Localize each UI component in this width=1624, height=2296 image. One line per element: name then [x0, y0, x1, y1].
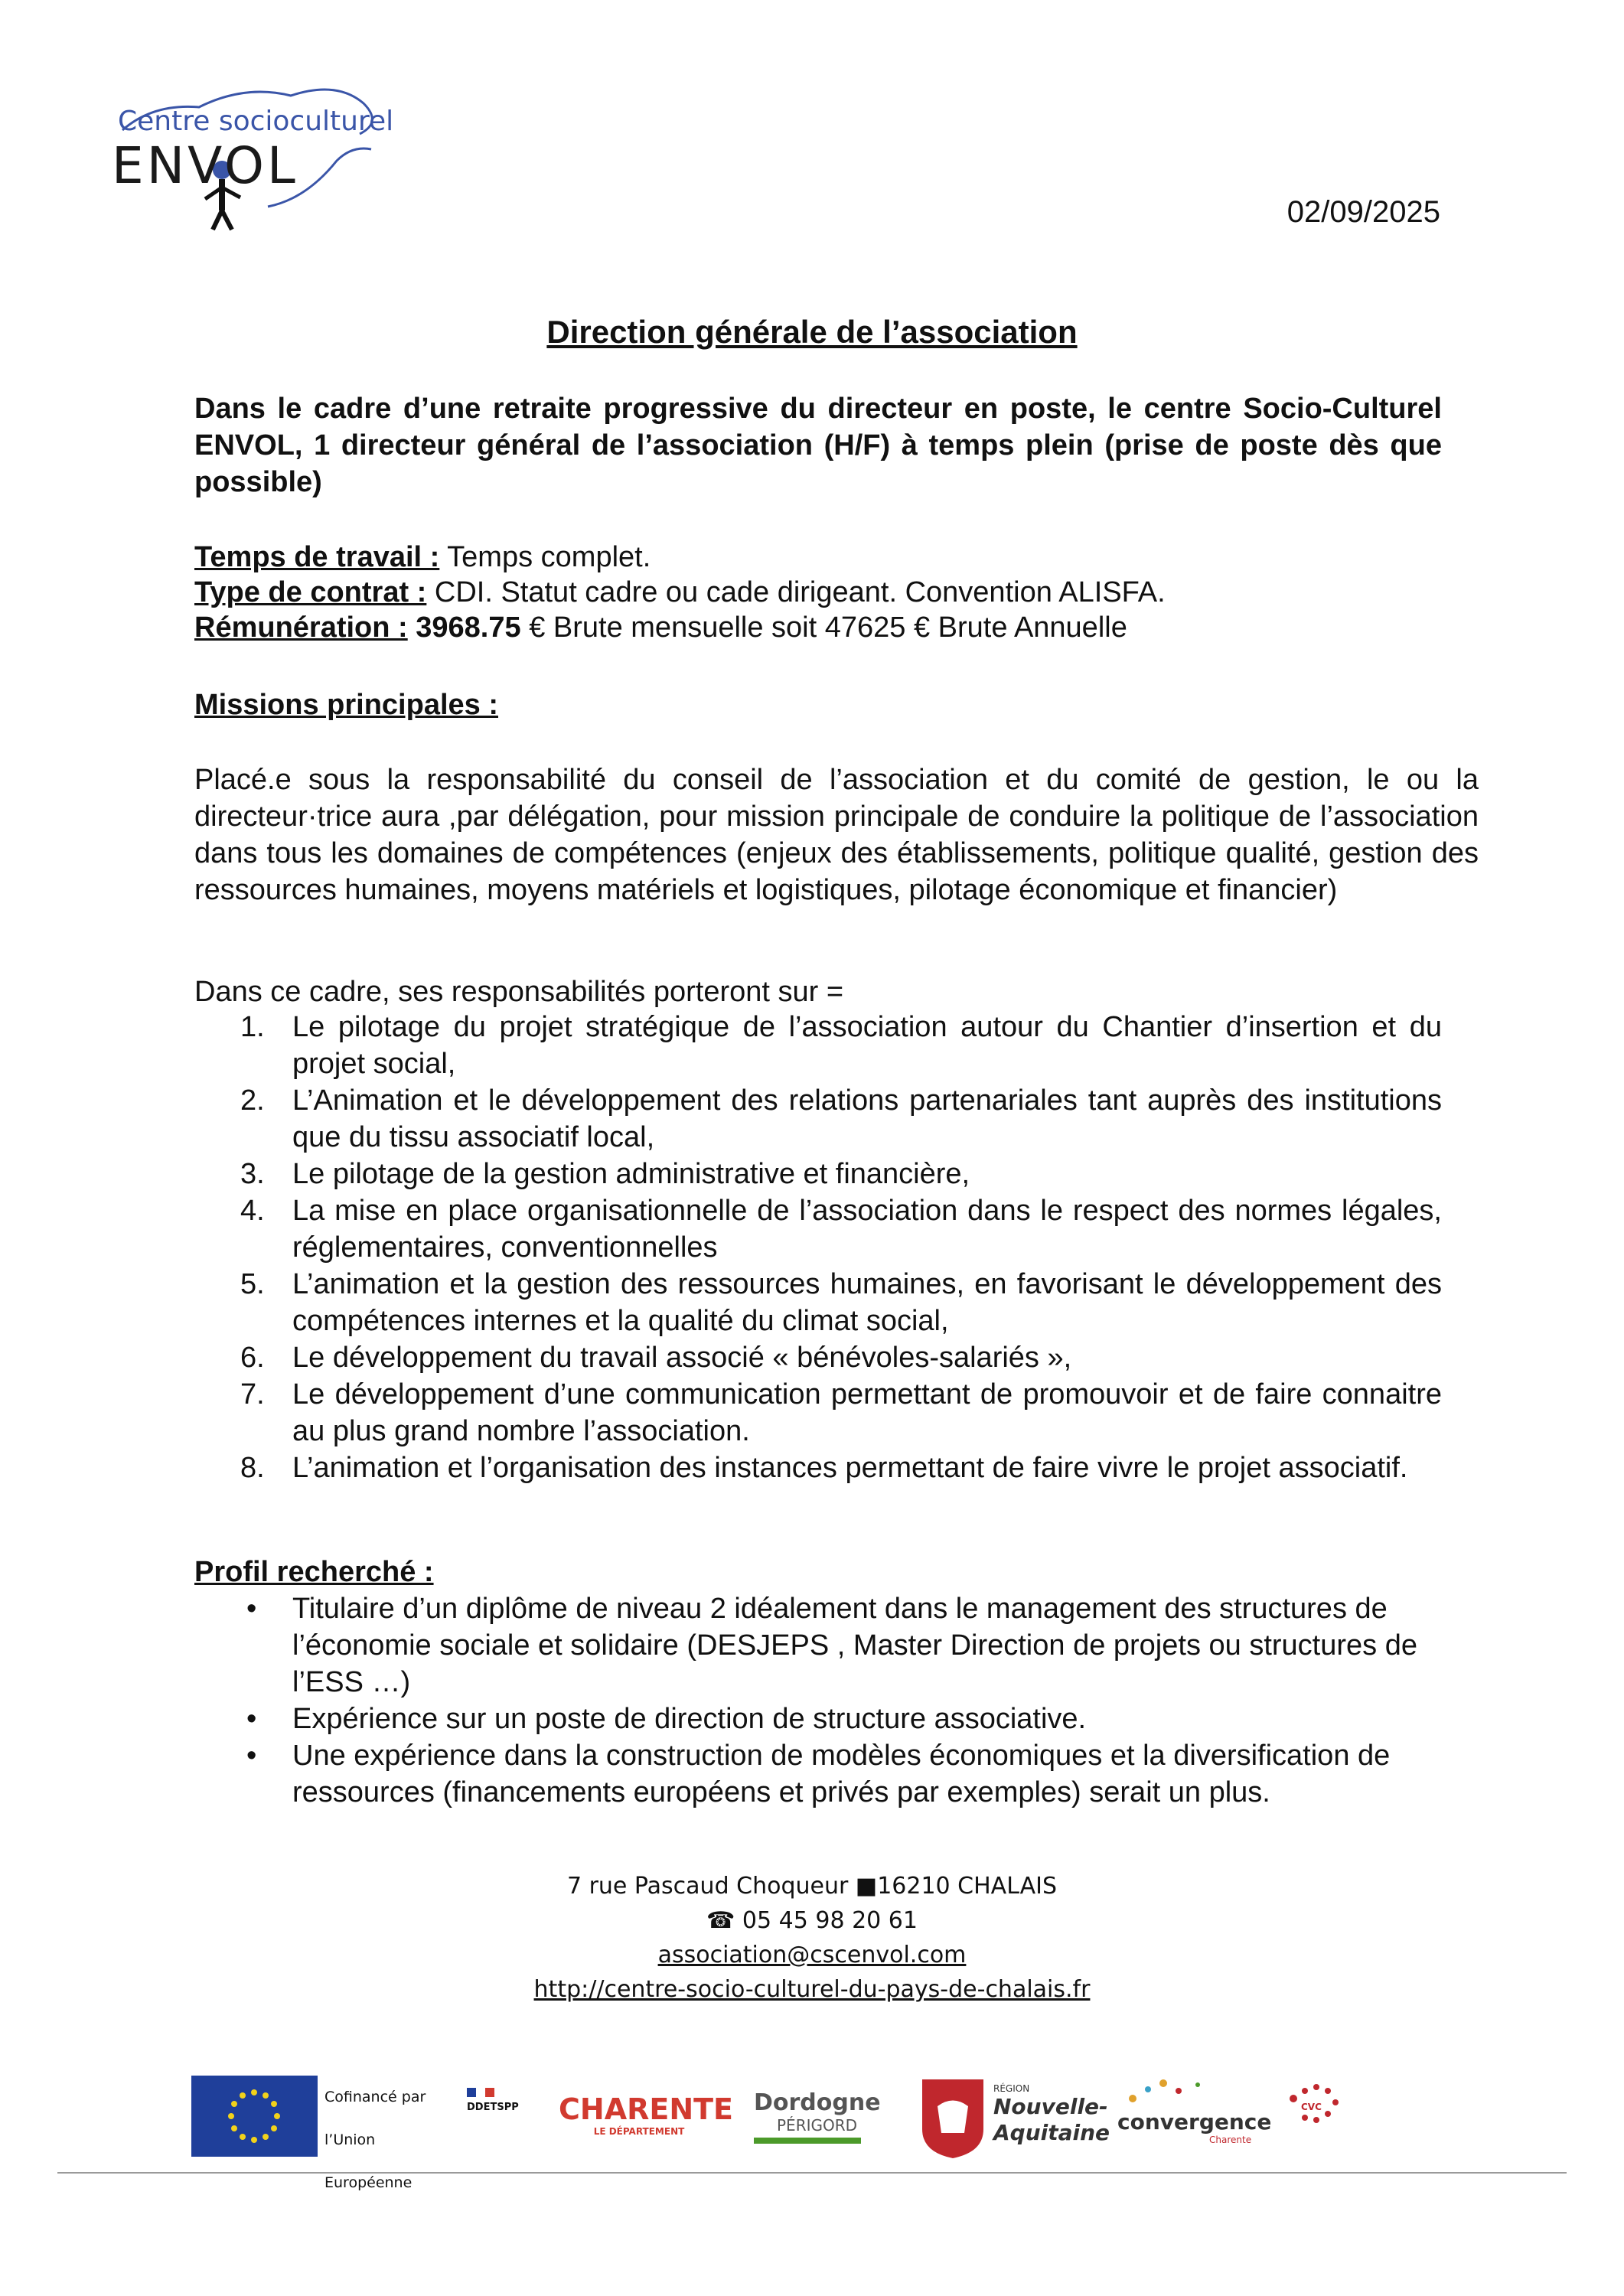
bullet-icon: •: [246, 1740, 257, 1772]
pay-label: Rémunération :: [194, 612, 408, 644]
list-number: 3.: [240, 1158, 265, 1190]
region-shield-icon: [918, 2076, 987, 2160]
list-item-text: L’animation et l’organisation des instances permettant de faire vivre le projet associatif.: [292, 1452, 1408, 1484]
contract-row: [194, 575, 1442, 610]
envol-logo: [107, 77, 394, 237]
contact-footer: [0, 1869, 1624, 2007]
contract-value: CDI. Statut cadre ou cade dirigeant. Convention ALISFA.: [434, 576, 1166, 608]
email-link[interactable]: association@cscenvol.com: [657, 1942, 967, 1968]
list-number: 6.: [240, 1342, 265, 1374]
na-line2: Aquitaine: [993, 2120, 1110, 2145]
list-item-text: Le développement du travail associé « bénévoles-salariés »,: [292, 1342, 1072, 1374]
logo-subtitle: Centre socioculturel: [118, 106, 394, 137]
eu-label: [324, 2076, 462, 2191]
list-item: [194, 1701, 1442, 1737]
perigord-label: PÉRIGORD: [777, 2116, 858, 2135]
list-item: [194, 1082, 1442, 1156]
convergence-logo: [1117, 2076, 1270, 2160]
logo-name: ENVOL: [112, 136, 298, 195]
list-item: [194, 1450, 1442, 1486]
list-item-text: Expérience sur un poste de direction de structure associative.: [292, 1703, 1087, 1735]
list-item-text: Le pilotage de la gestion administrative et financière,: [292, 1158, 970, 1190]
missions-paragraph: Placé.e sous la responsabilité du conseil de l’association et du comité de gestion, le ou la directeur·trice aura ,par délégation, pour mission principale de conduire la politique de l’association dans tous les domaines de compétences (enjeux des établissements, politique qualité, gestion des ressources humaines, moyens matériels et logistiques, pilotage économique et financier): [194, 764, 1479, 906]
list-item-text: Le pilotage du projet stratégique de l’association autour du Chantier d’insertion et du projet social,: [292, 1011, 1442, 1080]
convergence-label: convergence: [1117, 2109, 1272, 2135]
list-item-text: L’animation et la gestion des ressources humaines, en favorisant le développement des compétences internes et la qualité du climat social,: [292, 1268, 1442, 1337]
missions-heading: Missions principales :: [194, 689, 498, 721]
profile-heading: Profil recherché :: [194, 1556, 434, 1588]
list-item: [194, 1376, 1442, 1450]
convergence-sub: Charente: [1209, 2135, 1252, 2145]
list-item-text: L’Animation et le développement des relations partenariales tant auprès des institutions que du tissu associatif local,: [292, 1084, 1442, 1153]
list-item-text: La mise en place organisationnelle de l’association dans le respect des normes légales, réglementaires, conventionnelles: [292, 1195, 1442, 1264]
work-time-label: Temps de travail :: [194, 541, 440, 573]
bullet-icon: •: [246, 1593, 257, 1625]
eu-label-line2: l’Union Européenne: [324, 2131, 413, 2191]
charente-logo: [559, 2076, 742, 2160]
page-title: Direction générale de l’association: [546, 314, 1078, 350]
bullet-icon: •: [246, 1703, 257, 1735]
list-item: [194, 1737, 1442, 1811]
na-line1: Nouvelle-: [993, 2094, 1108, 2119]
list-item-text: Le développement d’une communication permettant de promouvoir et de faire connaitre au plus grand nombre l’association.: [292, 1378, 1442, 1447]
list-number: 7.: [240, 1378, 265, 1411]
list-item-text: Une expérience dans la construction de modèles économiques et la diversification de ressources (financements européens et privés par exemples) serait un plus.: [292, 1740, 1391, 1808]
list-item: [194, 1590, 1442, 1701]
document-date: 02/09/2025: [1286, 195, 1440, 229]
cvc-label: CVC: [1301, 2102, 1322, 2112]
footer-divider: [57, 2172, 1567, 2174]
list-item: [194, 1009, 1442, 1082]
work-time-value: Temps complet.: [447, 541, 651, 573]
list-item: [194, 1339, 1442, 1376]
phone: ☎ 05 45 98 20 61: [706, 1907, 918, 1934]
pay-amount: 3968.75: [416, 612, 521, 644]
website-link[interactable]: http://centre-socio-culturel-du-pays-de-chalais.fr: [533, 1976, 1091, 2003]
list-item: [194, 1266, 1442, 1339]
list-number: 5.: [240, 1268, 265, 1300]
pay-row: [194, 610, 1442, 645]
list-number: 1.: [240, 1011, 265, 1043]
responsibilities-list: [194, 1009, 1442, 1486]
list-number: 2.: [240, 1084, 265, 1117]
intro-paragraph: Dans le cadre d’une retraite progressive du directeur en poste, le centre Socio-Culturel ENVOL, 1 directeur général de l’association (H/F) à temps plein (prise de poste dès que possible): [194, 393, 1442, 498]
dordogne-logo: [754, 2076, 915, 2160]
list-item: [194, 1192, 1442, 1266]
work-time-row: [194, 540, 1442, 575]
list-item-text: Titulaire d’un diplôme de niveau 2 idéalement dans le management des structures de l’économie sociale et solidaire (DESJEPS , Master Direction de projets ou structures de l’ESS …): [292, 1593, 1417, 1698]
missions-lead: Dans ce cadre, ses responsabilités porteront sur =: [194, 976, 844, 1008]
contract-label: Type de contrat :: [194, 576, 427, 608]
profile-list: [194, 1590, 1442, 1811]
eu-stars-icon: [191, 2076, 318, 2157]
ddetspp-logo: [467, 2076, 536, 2160]
cvc-logo: [1270, 2076, 1370, 2160]
na-small-label: RÉGION: [993, 2083, 1030, 2094]
charente-sub: LE DÉPARTEMENT: [593, 2126, 685, 2137]
partner-logos: [191, 2076, 1370, 2191]
list-number: 8.: [240, 1452, 265, 1484]
job-facts: [194, 540, 1442, 645]
pay-details: € Brute mensuelle soit 47625 € Brute Annuelle: [529, 612, 1127, 644]
charente-label: CHARENTE: [559, 2092, 733, 2126]
list-item: [194, 1156, 1442, 1192]
address: 7 rue Pascaud Choqueur ■16210 CHALAIS: [566, 1873, 1058, 1900]
dordogne-label: Dordogne: [754, 2089, 881, 2116]
eu-flag-logo: [191, 2076, 318, 2157]
eu-label-line1: Cofinancé par: [324, 2089, 426, 2105]
nouvelle-aquitaine-logo: [918, 2076, 1117, 2160]
convergence-dots-icon: [1117, 2076, 1270, 2106]
ddetspp-label: DDETSPP: [467, 2102, 519, 2113]
list-number: 4.: [240, 1195, 265, 1227]
